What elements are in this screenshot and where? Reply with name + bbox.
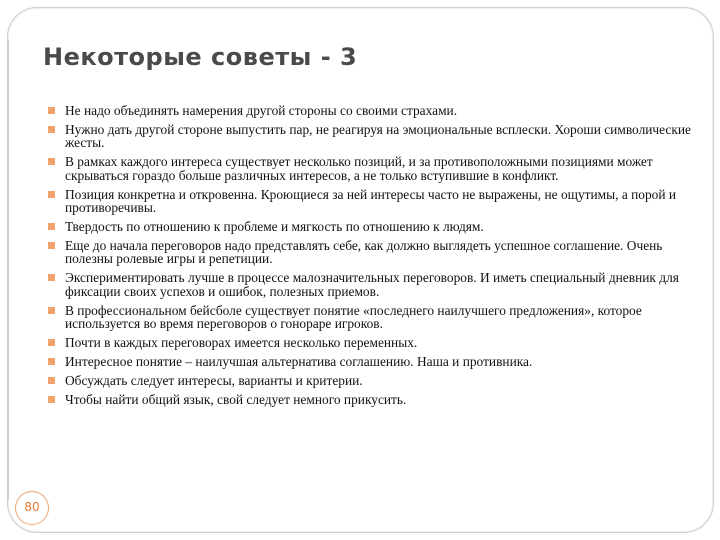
list-item (46, 188, 696, 215)
square-bullet-icon (48, 107, 55, 114)
frame-left-stripe (7, 40, 9, 500)
tip-text: Обсуждать следует интересы, варианты и критерии. (65, 372, 363, 388)
list-item (46, 336, 696, 350)
square-bullet-icon (48, 377, 55, 384)
list-item (46, 304, 696, 331)
tip-text: В рамках каждого интереса существует несколько позиций, и за противоположными позициями может скрываться гораздо больше различных интересов, а не только вступившие в конфликт. (65, 154, 653, 183)
tips-list (46, 104, 696, 412)
square-bullet-icon (48, 358, 55, 365)
square-bullet-icon (48, 242, 55, 249)
square-bullet-icon (48, 307, 55, 314)
page-title: Некоторые советы - 3 (43, 43, 358, 71)
tip-text: Позиция конкретна и откровенна. Кроющиеся за ней интересы часто не выражены, не ощутимы, а порой и противоречивы. (65, 186, 677, 216)
square-bullet-icon (48, 158, 55, 165)
square-bullet-icon (48, 191, 55, 198)
tip-text: Интересное понятие – наилучшая альтернатива соглашению. Наша и противника. (65, 354, 533, 370)
tip-text: Нужно дать другой стороне выпустить пар, не реагируя на эмоциональные всплески. Хороши символические жесты. (65, 121, 691, 151)
tip-text: В профессиональном бейсболе существует понятие «последнего наилучшего предложения», которое используется во время переговоров о гонораре игроков. (65, 302, 642, 332)
tip-text: Почти в каждых переговорах имеется несколько переменных. (65, 335, 418, 351)
list-item (46, 104, 696, 118)
list-item (46, 123, 696, 150)
list-item (46, 155, 696, 182)
tip-text: Чтобы найти общий язык, свой следует немного прикусить. (65, 391, 407, 407)
page-number-badge: 80 (15, 491, 49, 525)
tip-text: Не надо объединять намерения другой стороны со своими страхами. (65, 103, 458, 118)
square-bullet-icon (48, 126, 55, 133)
list-item (46, 271, 696, 298)
list-item (46, 355, 696, 369)
tip-text: Еще до начала переговоров надо представлять себе, как должно выглядеть успешное соглашение. Очень полезны ролевые игры и репетиции. (65, 237, 663, 267)
tip-text: Твердость по отношению к проблеме и мягкость по отношению к людям. (65, 219, 484, 235)
tip-text: Экспериментировать лучше в процессе малозначительных переговоров. И иметь специальный дневник для фиксации своих успехов и ошибок, полезных приемов. (65, 270, 679, 299)
list-item (46, 374, 696, 388)
list-item (46, 393, 696, 407)
square-bullet-icon (48, 339, 55, 346)
list-item (46, 239, 696, 266)
square-bullet-icon (48, 396, 55, 403)
list-item (46, 220, 696, 234)
square-bullet-icon (48, 223, 55, 230)
square-bullet-icon (48, 274, 55, 281)
